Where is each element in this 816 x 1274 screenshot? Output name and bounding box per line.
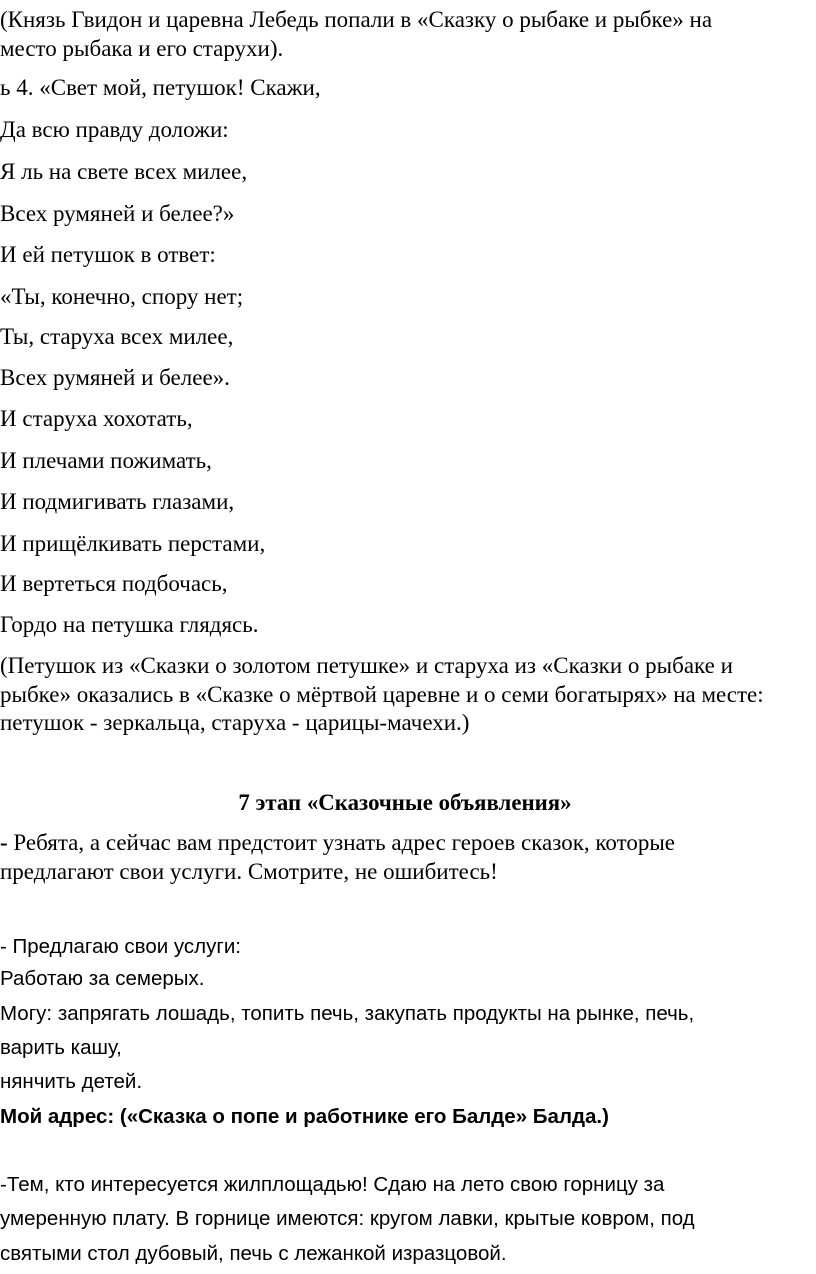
note-line: петушок - зеркальца, старуха - царицы-мачехи.)	[0, 710, 470, 735]
ad-line: святыми стол дубовый, печь с лежанкой изразцовой.	[0, 1242, 507, 1265]
poem-line: Всех румяней и белее».	[0, 365, 230, 390]
ad-line: Работаю за семерых.	[0, 967, 205, 990]
ad-line: умеренную плату. В горнице имеются: кругом лавки, крытые ковром, под	[0, 1207, 695, 1230]
stage-intro-line: предлагают свои услуги. Смотрите, не ошибитесь!	[0, 859, 498, 884]
poem-line: «Ты, конечно, спору нет;	[0, 284, 244, 309]
stage-intro-text: Ребята, а сейчас вам предстоит узнать адрес героев сказок, которые	[7, 830, 675, 855]
dash-mark: -	[0, 830, 8, 855]
poem-line: И ей петушок в ответ:	[0, 242, 216, 267]
poem-line: Ты, старуха всех милее,	[0, 324, 234, 349]
ad-address: Мой адрес: («Сказка о попе и работнике его Балде» Балда.)	[0, 1105, 609, 1128]
poem-line: И прищёлкивать перстами,	[0, 531, 266, 556]
ad-line: -Тем, кто интересуется жилплощадью! Сдаю на лето свою горницу за	[0, 1173, 665, 1196]
poem-line: Всех румяней и белее?»	[0, 201, 235, 226]
intro-line: (Князь Гвидон и царевна Лебедь попали в «Сказку о рыбаке и рыбке» на	[0, 7, 713, 32]
ad-line: варить кашу,	[0, 1036, 122, 1059]
stage-heading: 7 этап «Сказочные объявления»	[238, 790, 572, 815]
ad-line: Могу: запрягать лошадь, топить печь, закупать продукты на рынке, печь,	[0, 1002, 695, 1025]
poem-line: Я ль на свете всех милее,	[0, 159, 248, 184]
ad-line: - Предлагаю свои услуги:	[0, 935, 241, 958]
note-line: рыбке» оказались в «Сказке о мёртвой царевне и о семи богатырях» на месте:	[0, 682, 764, 707]
poem-line: И старуха хохотать,	[0, 406, 193, 431]
poem-line: И вертеться подбочась,	[0, 571, 228, 596]
note-line: (Петушок из «Сказки о золотом петушке» и старуха из «Сказки о рыбаке и	[0, 653, 733, 678]
poem-line: И подмигивать глазами,	[0, 489, 235, 514]
stage-intro-line	[0, 831, 675, 854]
poem-line: ь 4. «Свет мой, петушок! Скажи,	[0, 75, 321, 100]
poem-line: Гордо на петушка глядясь.	[0, 612, 259, 637]
intro-line: место рыбака и его старухи).	[0, 36, 284, 61]
poem-line: Да всю правду доложи:	[0, 117, 229, 142]
poem-line: И плечами пожимать,	[0, 448, 212, 473]
ad-line: нянчить детей.	[0, 1070, 143, 1093]
